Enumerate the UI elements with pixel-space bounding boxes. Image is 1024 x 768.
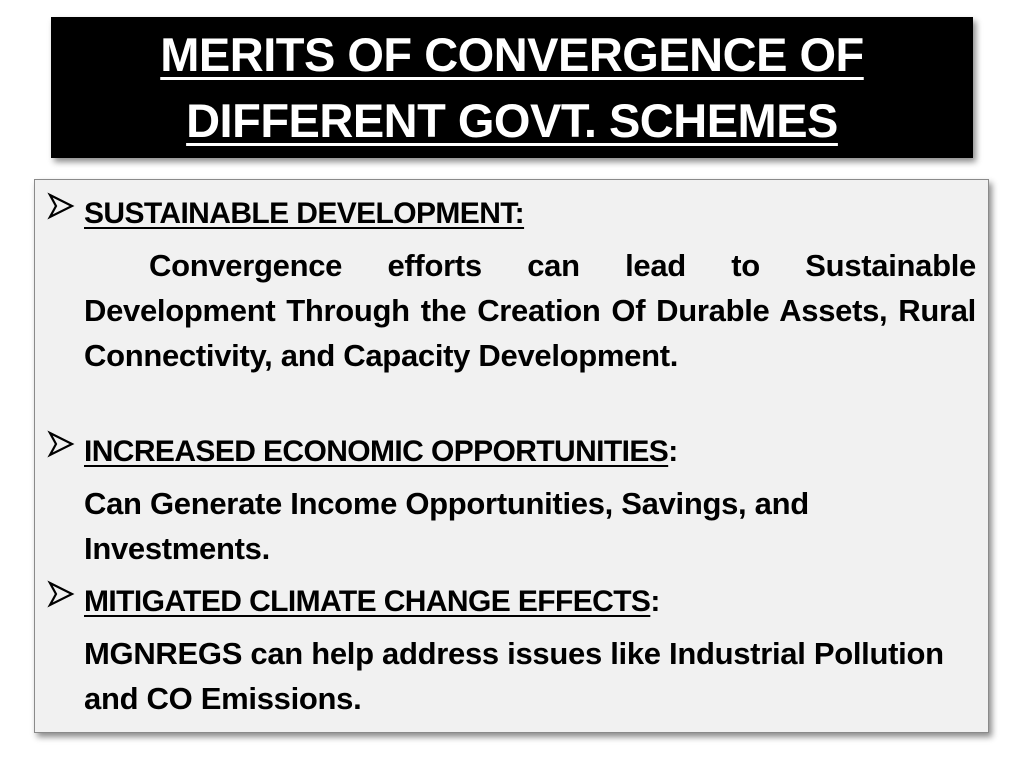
bullet-text: Can Generate Income Opportunities, Savings, and Investments. <box>84 486 809 566</box>
bullet-heading: SUSTAINABLE DEVELOPMENT: <box>84 197 525 230</box>
bullet-heading: INCREASED ECONOMIC OPPORTUNITIES: <box>84 435 678 468</box>
arrow-bullet-icon <box>47 430 75 458</box>
slide-title-line-1: MERITS OF CONVERGENCE OF <box>160 27 864 81</box>
content-box <box>34 179 989 733</box>
slide-title-line-2: DIFFERENT GOVT. SCHEMES <box>186 93 838 147</box>
arrow-bullet-icon <box>47 192 75 220</box>
bullet-heading: MITIGATED CLIMATE CHANGE EFFECTS: <box>84 585 660 618</box>
arrow-bullet-icon <box>47 580 75 608</box>
slide-title-box <box>51 17 973 158</box>
bullet-text: MGNREGS can help address issues like Industrial Pollution and CO Emissions. <box>84 636 944 716</box>
bullet-text: Convergence efforts can lead to Sustainable Development Through the Creation Of Durable Assets, Rural Connectivity, and Capacity Development. <box>84 248 976 373</box>
